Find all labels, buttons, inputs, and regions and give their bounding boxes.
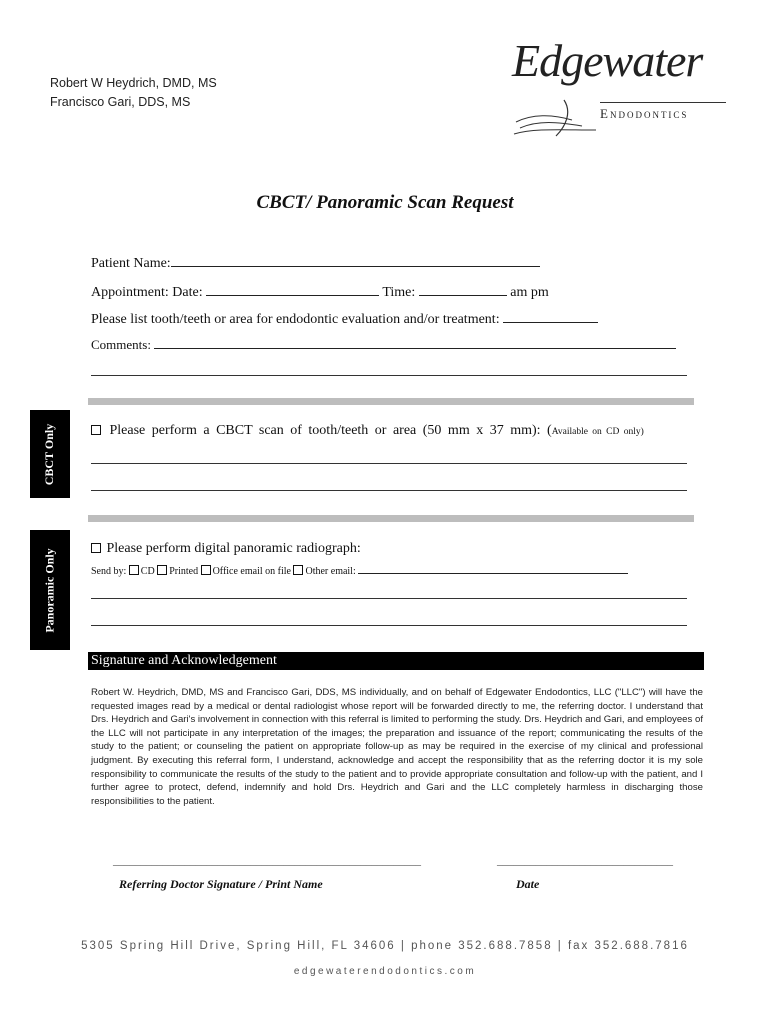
appointment-date-label: Appointment: Date:	[91, 285, 203, 300]
footer-website[interactable]: edgewaterendodontics.com	[293, 966, 477, 977]
panoramic-divider	[88, 515, 694, 522]
cbct-only-label: CBCT Only	[42, 423, 57, 485]
comments-label: Comments:	[91, 337, 151, 352]
doctor-names	[50, 74, 217, 112]
patient-name-label: Patient Name:	[91, 256, 171, 271]
comments-row	[91, 336, 676, 353]
doctor-signature-line[interactable]: ________________________________________________________	[113, 855, 421, 867]
signature-section-header: Signature and Acknowledgement	[88, 652, 704, 670]
cbct-divider	[88, 398, 694, 405]
panoramic-line-2[interactable]	[91, 625, 687, 626]
other-email-option-label: Other email:	[305, 566, 356, 577]
doctor-signature-label: Referring Doctor Signature / Print Name	[119, 877, 323, 891]
cbct-availability-note: Available on CD only)	[551, 427, 644, 437]
office-email-option-label: Office email on file	[212, 566, 291, 577]
cbct-line-1[interactable]	[91, 463, 687, 464]
am-pm-label: am pm	[510, 285, 549, 300]
logo-wordmark: Edgewater	[512, 35, 703, 86]
logo-swirl-icon	[512, 96, 602, 140]
cd-option-label: CD	[140, 566, 155, 577]
panoramic-request-text: Please perform digital panoramic radiograph:	[106, 541, 361, 556]
send-by-label: Send by:	[91, 566, 127, 577]
logo-subtitle: Endodontics	[600, 106, 689, 121]
comments-field[interactable]	[154, 336, 676, 349]
tooth-label: Please list tooth/teeth or area for endodontic evaluation and/or treatment:	[91, 312, 500, 327]
printed-checkbox[interactable]	[157, 565, 167, 575]
tooth-row	[91, 308, 598, 328]
logo-rule	[600, 102, 726, 103]
panoramic-checkbox[interactable]	[91, 543, 101, 553]
date-label: Date	[516, 877, 540, 891]
other-email-field[interactable]	[358, 563, 628, 574]
edgewater-logo	[512, 34, 727, 140]
printed-option-label: Printed	[169, 566, 199, 577]
patient-name-field[interactable]	[171, 252, 540, 267]
panoramic-line-1[interactable]	[91, 598, 687, 599]
cd-checkbox[interactable]	[129, 565, 139, 575]
panoramic-only-label: Panoramic Only	[42, 547, 57, 633]
cbct-request-row	[91, 423, 644, 439]
doctor-1: Robert W Heydrich, DMD, MS	[50, 76, 217, 90]
patient-name-row	[91, 252, 540, 272]
form-title: CBCT/ Panoramic Scan Request	[256, 192, 514, 213]
comments-line-2[interactable]	[91, 375, 687, 376]
other-email-checkbox[interactable]	[293, 565, 303, 575]
office-email-checkbox[interactable]	[201, 565, 211, 575]
panoramic-only-tab	[30, 530, 70, 650]
appointment-date-field[interactable]	[206, 281, 379, 296]
panoramic-request-row	[91, 541, 361, 557]
appointment-time-label: Time:	[382, 285, 416, 300]
cbct-request-text: Please perform a CBCT scan of tooth/teeth or area (50 mm x 37 mm): (	[109, 423, 552, 438]
cbct-line-2[interactable]	[91, 490, 687, 491]
date-signature-line[interactable]: ________________________________	[497, 855, 673, 867]
cbct-checkbox[interactable]	[91, 425, 101, 435]
footer-address: 5305 Spring Hill Drive, Spring Hill, FL 34606 | phone 352.688.7858 | fax 352.688.7816	[81, 940, 689, 952]
acknowledgement-paragraph: Robert W. Heydrich, DMD, MS and Francisco Gari, DDS, MS individually, and on behalf of Edgewater Endodontics, LLC ("LLC") will have the requested images read by a medical or dental radiologist whose report will be forwarded directly to me, the referring doctor. I understand that Drs. Heydrich and Gari's involvement in connection with this referral is limited to performing the study. Drs. Heydrich and Gari, and employees of the LLC will not participate in any interpretation of the images; the preparation and issuance of the report; communicating the results of the study to the patient; or counseling the patient on appropriate follow-up as may be required in the exercise of my clinical and professional judgment. By executing this referral form, I understand, acknowledge and accept the responsibility that as the referring doctor it is my sole responsibility to communicate the results of the study to the patient and to provide appropriate consultation and follow-up with the patient, and I further agree to protect, defend, indemnify and hold Drs. Heydrich and Gari and the LLC completely harmless in discharging those responsibilities to the patient.	[91, 687, 703, 807]
doctor-2: Francisco Gari, DDS, MS	[50, 95, 191, 109]
tooth-field[interactable]	[503, 308, 598, 323]
send-by-row	[91, 563, 628, 577]
cbct-only-tab	[30, 410, 70, 498]
appointment-row	[91, 281, 549, 301]
appointment-time-field[interactable]	[419, 281, 507, 296]
